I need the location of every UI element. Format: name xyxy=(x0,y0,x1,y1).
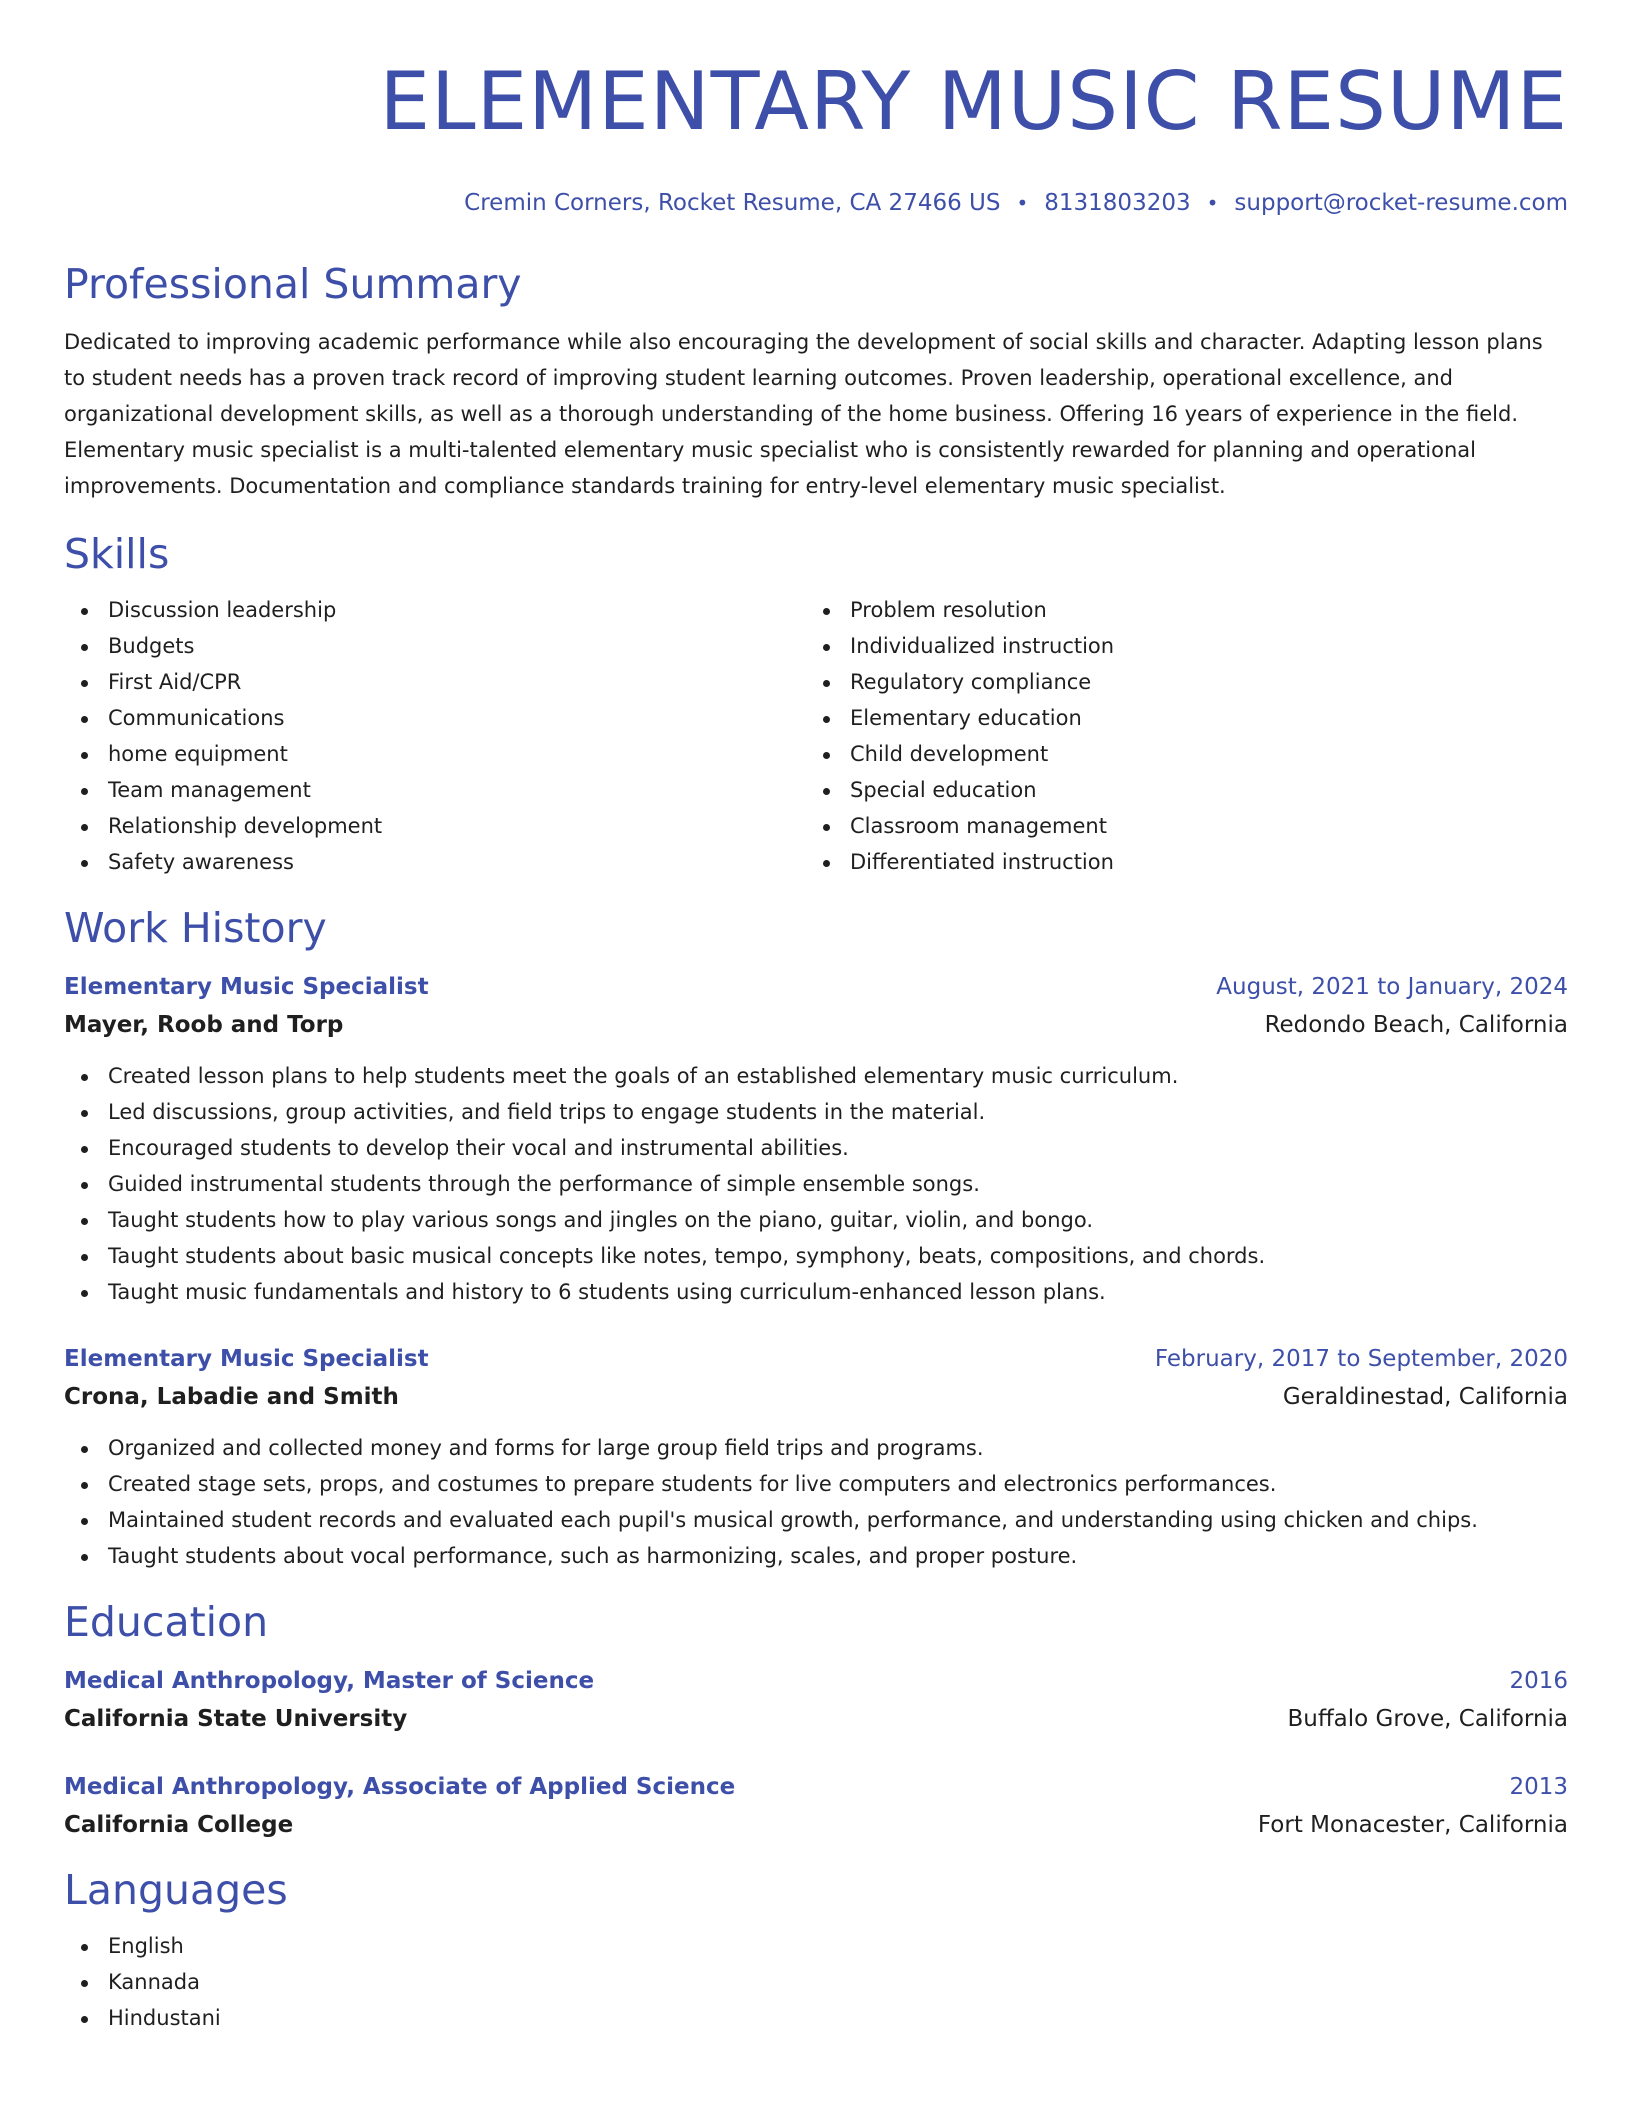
language-item: English xyxy=(64,1928,1568,1964)
contact-line xyxy=(64,188,1568,218)
job-bullet: Encouraged students to develop their vocal and instrumental abilities. xyxy=(64,1130,1568,1166)
job-bullet: Created lesson plans to help students meet the goals of an established elementary music curriculum. xyxy=(64,1058,1568,1094)
education-entry xyxy=(64,1768,1568,1844)
skill-item: Problem resolution xyxy=(806,592,1548,628)
education-school: California College xyxy=(64,1812,294,1838)
job-bullet: Taught students how to play various songs and jingles on the piano, guitar, violin, and bongo. xyxy=(64,1202,1568,1238)
work-history-heading: Work History xyxy=(64,904,327,952)
skill-item: Regulatory compliance xyxy=(806,664,1548,700)
job-bullets xyxy=(64,1058,1568,1310)
skill-item: Relationship development xyxy=(64,808,806,844)
education-school-row xyxy=(64,1806,1568,1844)
skill-item: Individualized instruction xyxy=(806,628,1548,664)
summary-text: Dedicated to improving academic performance while also encouraging the development of social skills and character. Adapting lesson plans to student needs has a proven track record of improving student learning outcomes. Proven leadership, operational excellence, and organizational development skills, as well as a thorough understanding of the home business. Offering 16 years of experience in the field. Elementary music specialist is a multi-talented elementary music specialist who is consistently rewarded for planning and operational improvements. Documentation and compliance standards training for entry-level elementary music specialist. xyxy=(64,330,1543,498)
job-bullets xyxy=(64,1430,1568,1574)
contact-separator: • xyxy=(1206,191,1219,215)
skill-item: Communications xyxy=(64,700,806,736)
skill-item: First Aid/CPR xyxy=(64,664,806,700)
skills-heading: Skills xyxy=(64,530,170,578)
education-school-row xyxy=(64,1700,1568,1738)
job-bullet: Taught students about vocal performance, such as harmonizing, scales, and proper posture. xyxy=(64,1538,1568,1574)
resume-header xyxy=(64,0,1568,218)
skill-item: Special education xyxy=(806,772,1548,808)
contact-address: Cremin Corners, Rocket Resume, CA 27466 US xyxy=(464,190,1001,216)
skill-item: Differentiated instruction xyxy=(806,844,1548,880)
education-year: 2016 xyxy=(1509,1668,1568,1694)
contact-separator: • xyxy=(1016,191,1029,215)
contact-email: support@rocket-resume.com xyxy=(1234,190,1568,216)
skills-column-right xyxy=(806,592,1548,880)
education-school: California State University xyxy=(64,1706,408,1732)
job-bullet: Taught music fundamentals and history to 6 students using curriculum-enhanced lesson plans. xyxy=(64,1274,1568,1310)
skill-item: Budgets xyxy=(64,628,806,664)
job-role: Elementary Music Specialist xyxy=(64,1346,429,1372)
job-dates: August, 2021 to January, 2024 xyxy=(1216,974,1568,1000)
skill-item: home equipment xyxy=(64,736,806,772)
education-location: Buffalo Grove, California xyxy=(1287,1706,1568,1732)
job-company-row xyxy=(64,1006,1568,1044)
education-year: 2013 xyxy=(1509,1774,1568,1800)
skills-column-left xyxy=(64,592,806,880)
job-entry xyxy=(64,968,1568,1310)
skill-item: Child development xyxy=(806,736,1548,772)
education-location: Fort Monacester, California xyxy=(1257,1812,1568,1838)
job-header-row xyxy=(64,1340,1568,1378)
job-location: Geraldinestad, California xyxy=(1282,1384,1568,1410)
languages-heading: Languages xyxy=(64,1866,288,1914)
job-dates: February, 2017 to September, 2020 xyxy=(1154,1346,1568,1372)
job-location: Redondo Beach, California xyxy=(1264,1012,1568,1038)
contact-phone: 8131803203 xyxy=(1044,190,1191,216)
skills-grid xyxy=(64,592,1568,880)
skill-item: Classroom management xyxy=(806,808,1548,844)
skill-item: Discussion leadership xyxy=(64,592,806,628)
skill-item: Safety awareness xyxy=(64,844,806,880)
resume-page xyxy=(64,0,1568,2036)
summary-heading: Professional Summary xyxy=(64,260,522,308)
job-company-row xyxy=(64,1378,1568,1416)
job-bullet: Organized and collected money and forms for large group field trips and programs. xyxy=(64,1430,1568,1466)
job-role: Elementary Music Specialist xyxy=(64,974,429,1000)
education-heading: Education xyxy=(64,1598,269,1646)
job-bullet: Led discussions, group activities, and field trips to engage students in the material. xyxy=(64,1094,1568,1130)
job-entry xyxy=(64,1340,1568,1574)
job-header-row xyxy=(64,968,1568,1006)
education-degree-row xyxy=(64,1768,1568,1806)
skill-item: Elementary education xyxy=(806,700,1548,736)
job-company: Crona, Labadie and Smith xyxy=(64,1384,399,1410)
languages-list xyxy=(64,1928,1568,2036)
job-bullet: Guided instrumental students through the performance of simple ensemble songs. xyxy=(64,1166,1568,1202)
education-degree: Medical Anthropology, Master of Science xyxy=(64,1668,595,1694)
education-degree: Medical Anthropology, Associate of Applied Science xyxy=(64,1774,736,1800)
skill-item: Team management xyxy=(64,772,806,808)
job-bullet: Created stage sets, props, and costumes to prepare students for live computers and electronics performances. xyxy=(64,1466,1568,1502)
job-bullet: Maintained student records and evaluated each pupil's musical growth, performance, and understanding using chicken and chips. xyxy=(64,1502,1568,1538)
education-degree-row xyxy=(64,1662,1568,1700)
job-bullet: Taught students about basic musical concepts like notes, tempo, symphony, beats, compositions, and chords. xyxy=(64,1238,1568,1274)
education-entry xyxy=(64,1662,1568,1738)
job-company: Mayer, Roob and Torp xyxy=(64,1012,344,1038)
language-item: Hindustani xyxy=(64,2000,1568,2036)
resume-title: ELEMENTARY MUSIC RESUME xyxy=(379,55,1568,148)
language-item: Kannada xyxy=(64,1964,1568,2000)
